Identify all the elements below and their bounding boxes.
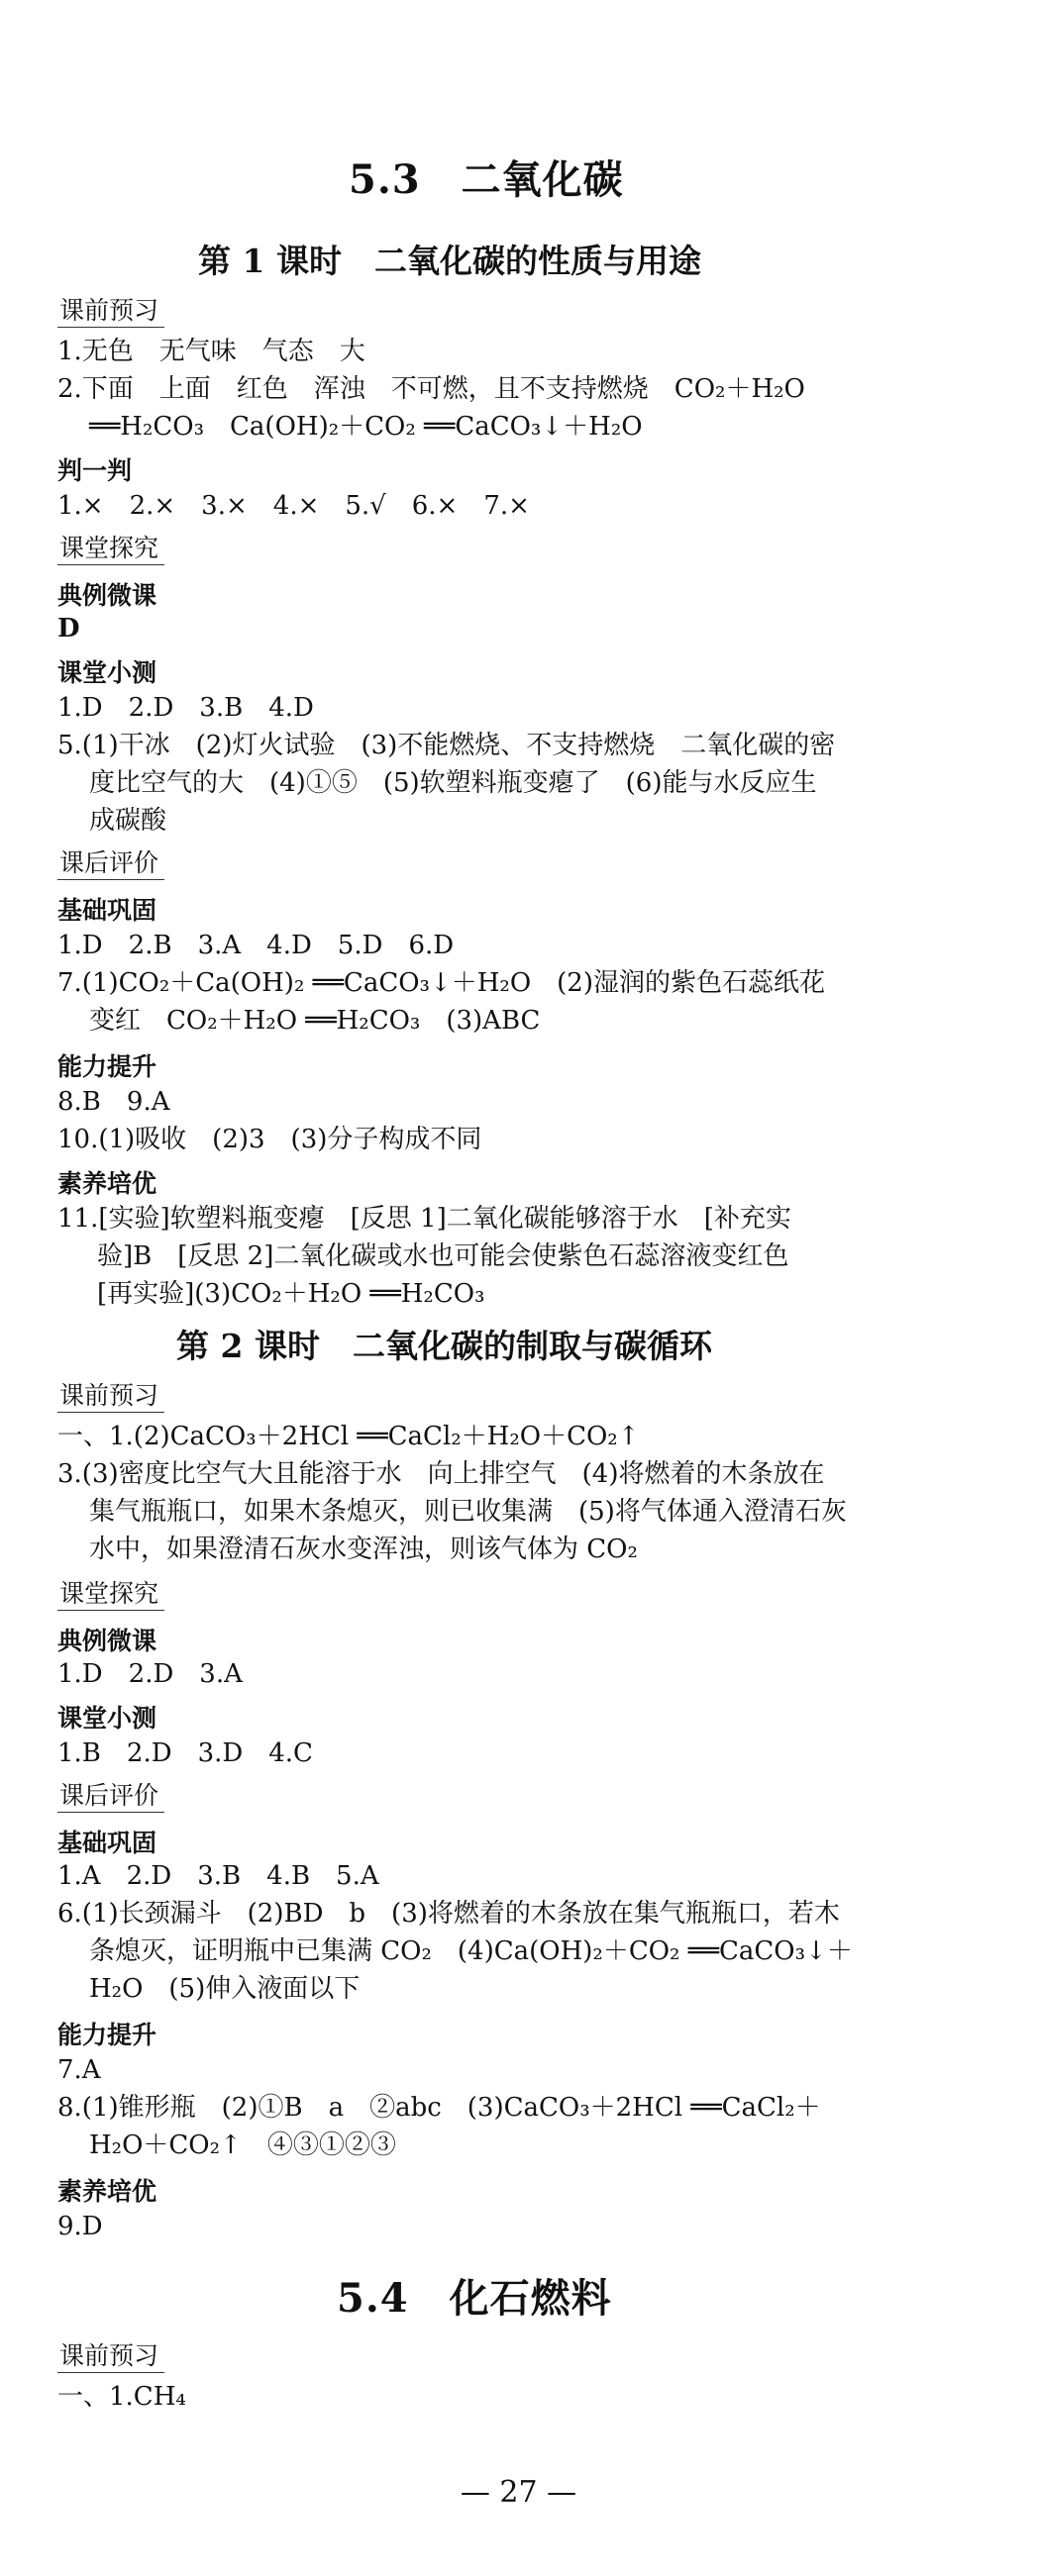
- quiz-heading: 课堂小测: [57, 1704, 157, 1733]
- answer-line: 2.下面 上面 红色 浑浊 不可燃，且不支持燃烧 CO₂＋H₂O: [57, 374, 805, 404]
- answer-line: 5.(1)干冰 (2)灯火试验 (3)不能燃烧、不支持燃烧 二氧化碳的密: [57, 731, 836, 760]
- lesson-1-title: 第 1 课时 二氧化碳的性质与用途: [198, 242, 701, 280]
- answer-line: 3.(3)密度比空气大且能溶于水 向上排空气 (4)将燃着的木条放在: [57, 1459, 825, 1489]
- answer-line: 7.(1)CO₂＋Ca(OH)₂ ══CaCO₃↓＋H₂O (2)湿润的紫色石蕊纸花: [57, 968, 825, 998]
- answer-line: D: [57, 614, 80, 644]
- lesson-2-title: 第 2 课时 二氧化碳的制取与碳循环: [176, 1327, 712, 1365]
- answer-line: H₂O (5)伸入液面以下: [89, 1974, 361, 2004]
- basic-heading: 基础巩固: [57, 1829, 157, 1857]
- example-heading: 典例微课: [57, 1627, 157, 1655]
- answer-line: [再实验](3)CO₂＋H₂O ══H₂CO₃: [97, 1279, 485, 1309]
- answer-line: 1.× 2.× 3.× 4.× 5.√ 6.× 7.×: [57, 491, 530, 521]
- answer-line: 1.D 2.D 3.A: [57, 1659, 243, 1689]
- judge-heading: 判一判: [57, 456, 133, 485]
- answer-line: 1.B 2.D 3.D 4.C: [57, 1738, 313, 1768]
- pre-study-heading: 课前预习: [57, 295, 164, 328]
- basic-heading: 基础巩固: [57, 896, 157, 925]
- pre-study-heading: 课前预习: [57, 1380, 164, 1413]
- post-review-heading: 课后评价: [57, 847, 164, 880]
- answer-line: ══H₂CO₃ Ca(OH)₂＋CO₂ ══CaCO₃↓＋H₂O: [89, 412, 643, 442]
- answer-line: 1.无色 无气味 气态 大: [57, 337, 365, 366]
- answer-line: 度比空气的大 (4)①⑤ (5)软塑料瓶变瘪了 (6)能与水反应生: [89, 768, 817, 798]
- quiz-heading: 课堂小测: [57, 658, 157, 687]
- answer-line: 变红 CO₂＋H₂O ══H₂CO₃ (3)ABC: [89, 1006, 541, 1036]
- answer-line: 10.(1)吸收 (2)3 (3)分子构成不同: [57, 1125, 482, 1154]
- section-5-4-title: 5.4 化石燃料: [337, 2275, 612, 2322]
- class-explore-heading: 课堂探究: [57, 1578, 164, 1611]
- answer-line: 11.[实验]软塑料瓶变瘪 [反思 1]二氧化碳能够溶于水 [补充实: [57, 1204, 791, 1234]
- answer-line: 8.(1)锥形瓶 (2)①B a ②abc (3)CaCO₃＋2HCl ══CaCl₂＋: [57, 2093, 821, 2123]
- answer-line: H₂O＋CO₂↑ ④③①②③: [89, 2130, 396, 2160]
- answer-line: 9.D: [57, 2212, 103, 2241]
- answer-line: 1.A 2.D 3.B 4.B 5.A: [57, 1861, 379, 1891]
- answer-line: 一、1.CH₄: [57, 2382, 186, 2412]
- answer-line: 水中，如果澄清石灰水变浑浊，则该气体为 CO₂: [89, 1535, 638, 1564]
- answer-line: 8.B 9.A: [57, 1087, 170, 1117]
- pre-study-heading: 课前预习: [57, 2340, 164, 2373]
- literacy-heading: 素养培优: [57, 1169, 157, 1198]
- answer-line: 成碳酸: [89, 806, 167, 836]
- answer-line: 验]B [反思 2]二氧化碳或水也可能会使紫色石蕊溶液变红色: [97, 1241, 789, 1271]
- answer-line: 7.A: [57, 2055, 101, 2085]
- ability-heading: 能力提升: [57, 1052, 157, 1081]
- answer-line: 1.D 2.B 3.A 4.D 5.D 6.D: [57, 931, 455, 960]
- answer-line: 集气瓶瓶口，如果木条熄灭，则已收集满 (5)将气体通入澄清石灰: [89, 1497, 847, 1527]
- answer-line: 条熄灭，证明瓶中已集满 CO₂ (4)Ca(OH)₂＋CO₂ ══CaCO₃↓＋: [89, 1936, 853, 1966]
- page-number: — 27 —: [460, 2475, 577, 2510]
- class-explore-heading: 课堂探究: [57, 533, 164, 565]
- literacy-heading: 素养培优: [57, 2177, 157, 2206]
- ability-heading: 能力提升: [57, 2021, 157, 2049]
- answer-line: 6.(1)长颈漏斗 (2)BD b (3)将燃着的木条放在集气瓶瓶口，若木: [57, 1899, 840, 1929]
- answer-line: 1.D 2.D 3.B 4.D: [57, 693, 314, 723]
- answer-line: 一、1.(2)CaCO₃＋2HCl ══CaCl₂＋H₂O＋CO₂↑: [57, 1422, 640, 1451]
- section-5-3-title: 5.3 二氧化碳: [349, 156, 624, 203]
- post-review-heading: 课后评价: [57, 1780, 164, 1813]
- example-heading: 典例微课: [57, 581, 157, 610]
